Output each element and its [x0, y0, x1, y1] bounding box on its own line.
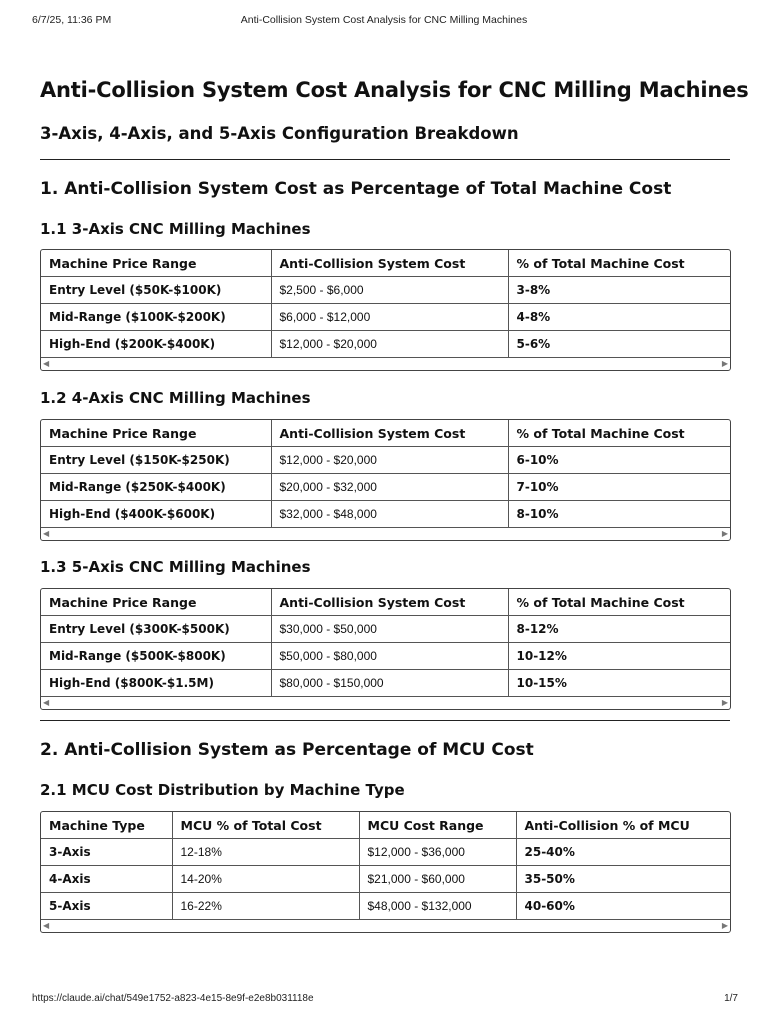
table-row [41, 893, 730, 920]
scroll-right-arrow-icon[interactable]: ▶ [721, 921, 728, 930]
percent-cell: 10-12% [508, 643, 730, 670]
mcu-cost-cell: $21,000 - $60,000 [359, 866, 516, 893]
machine-type-cell: 5-Axis [41, 893, 172, 920]
scroll-left-arrow-icon[interactable]: ◀ [43, 921, 50, 930]
column-header: Anti-Collision System Cost [271, 420, 508, 447]
price-range-cell: Entry Level ($150K-$250K) [41, 447, 271, 474]
anti-collision-percent-cell: 25-40% [516, 839, 730, 866]
table-2-1-heading: 2.1 MCU Cost Distribution by Machine Type [40, 781, 405, 799]
system-cost-cell: $12,000 - $20,000 [271, 447, 508, 474]
column-header: Machine Price Range [41, 250, 271, 277]
anti-collision-percent-cell: 35-50% [516, 866, 730, 893]
scroll-left-arrow-icon[interactable]: ◀ [43, 359, 50, 368]
divider [40, 159, 730, 160]
price-range-cell: High-End ($800K-$1.5M) [41, 670, 271, 697]
divider [40, 720, 730, 721]
scroll-left-arrow-icon[interactable]: ◀ [43, 529, 50, 538]
mcu-percent-cell: 14-20% [172, 866, 359, 893]
price-range-cell: Entry Level ($300K-$500K) [41, 616, 271, 643]
percent-cell: 6-10% [508, 447, 730, 474]
system-cost-cell: $30,000 - $50,000 [271, 616, 508, 643]
column-header: Machine Price Range [41, 420, 271, 447]
column-header: Anti-Collision % of MCU [516, 812, 730, 839]
table-header-row [41, 250, 730, 277]
table-2-1[interactable] [40, 811, 731, 933]
table-row [41, 474, 730, 501]
price-range-cell: High-End ($200K-$400K) [41, 331, 271, 358]
system-cost-cell: $20,000 - $32,000 [271, 474, 508, 501]
scroll-right-arrow-icon[interactable]: ▶ [721, 359, 728, 368]
horizontal-scrollbar[interactable] [41, 528, 730, 540]
table-1-3[interactable] [40, 588, 731, 710]
section-1-heading: 1. Anti-Collision System Cost as Percentage of Total Machine Cost [40, 179, 672, 199]
mcu-cost-cell: $48,000 - $132,000 [359, 893, 516, 920]
table-row [41, 670, 730, 697]
table-header-row [41, 589, 730, 616]
system-cost-cell: $12,000 - $20,000 [271, 331, 508, 358]
price-range-cell: Mid-Range ($500K-$800K) [41, 643, 271, 670]
print-header [0, 14, 768, 30]
table-row [41, 447, 730, 474]
percent-cell: 8-10% [508, 501, 730, 528]
table-row [41, 277, 730, 304]
percent-cell: 3-8% [508, 277, 730, 304]
system-cost-cell: $6,000 - $12,000 [271, 304, 508, 331]
table-row [41, 616, 730, 643]
system-cost-cell: $80,000 - $150,000 [271, 670, 508, 697]
table-row [41, 304, 730, 331]
column-header: MCU Cost Range [359, 812, 516, 839]
system-cost-cell: $32,000 - $48,000 [271, 501, 508, 528]
percent-cell: 8-12% [508, 616, 730, 643]
table-row [41, 866, 730, 893]
table-row [41, 643, 730, 670]
column-header: Anti-Collision System Cost [271, 589, 508, 616]
horizontal-scrollbar[interactable] [41, 697, 730, 709]
table-1-1-heading: 1.1 3-Axis CNC Milling Machines [40, 220, 311, 238]
column-header: Machine Type [41, 812, 172, 839]
price-range-cell: Mid-Range ($250K-$400K) [41, 474, 271, 501]
machine-type-cell: 3-Axis [41, 839, 172, 866]
table-header-row [41, 812, 730, 839]
percent-cell: 7-10% [508, 474, 730, 501]
horizontal-scrollbar[interactable] [41, 920, 730, 932]
page-subtitle: 3-Axis, 4-Axis, and 5-Axis Configuration Breakdown [40, 124, 519, 143]
column-header: MCU % of Total Cost [172, 812, 359, 839]
scroll-right-arrow-icon[interactable]: ▶ [721, 529, 728, 538]
print-footer [0, 993, 768, 1009]
horizontal-scrollbar[interactable] [41, 358, 730, 370]
scroll-right-arrow-icon[interactable]: ▶ [721, 698, 728, 707]
print-url: https://claude.ai/chat/549e1752-a823-4e15-8e9f-e2e8b031118e [32, 993, 314, 1004]
mcu-percent-cell: 16-22% [172, 893, 359, 920]
table-header-row [41, 420, 730, 447]
system-cost-cell: $50,000 - $80,000 [271, 643, 508, 670]
price-range-cell: High-End ($400K-$600K) [41, 501, 271, 528]
column-header: % of Total Machine Cost [508, 420, 730, 447]
page-title: Anti-Collision System Cost Analysis for CNC Milling Machines [40, 78, 749, 102]
percent-cell: 5-6% [508, 331, 730, 358]
page-number: 1/7 [724, 993, 738, 1004]
percent-cell: 4-8% [508, 304, 730, 331]
table-1-2-heading: 1.2 4-Axis CNC Milling Machines [40, 389, 311, 407]
column-header: % of Total Machine Cost [508, 589, 730, 616]
column-header: Machine Price Range [41, 589, 271, 616]
section-2-heading: 2. Anti-Collision System as Percentage of MCU Cost [40, 740, 534, 760]
machine-type-cell: 4-Axis [41, 866, 172, 893]
table-row [41, 501, 730, 528]
scroll-left-arrow-icon[interactable]: ◀ [43, 698, 50, 707]
table-1-3-heading: 1.3 5-Axis CNC Milling Machines [40, 558, 311, 576]
column-header: % of Total Machine Cost [508, 250, 730, 277]
column-header: Anti-Collision System Cost [271, 250, 508, 277]
system-cost-cell: $2,500 - $6,000 [271, 277, 508, 304]
percent-cell: 10-15% [508, 670, 730, 697]
table-1-2[interactable] [40, 419, 731, 541]
table-1-1[interactable] [40, 249, 731, 371]
print-title: Anti-Collision System Cost Analysis for CNC Milling Machines [240, 14, 528, 26]
anti-collision-percent-cell: 40-60% [516, 893, 730, 920]
price-range-cell: Entry Level ($50K-$100K) [41, 277, 271, 304]
price-range-cell: Mid-Range ($100K-$200K) [41, 304, 271, 331]
table-row [41, 331, 730, 358]
mcu-cost-cell: $12,000 - $36,000 [359, 839, 516, 866]
mcu-percent-cell: 12-18% [172, 839, 359, 866]
print-date: 6/7/25, 11:36 PM [32, 14, 112, 26]
table-row [41, 839, 730, 866]
